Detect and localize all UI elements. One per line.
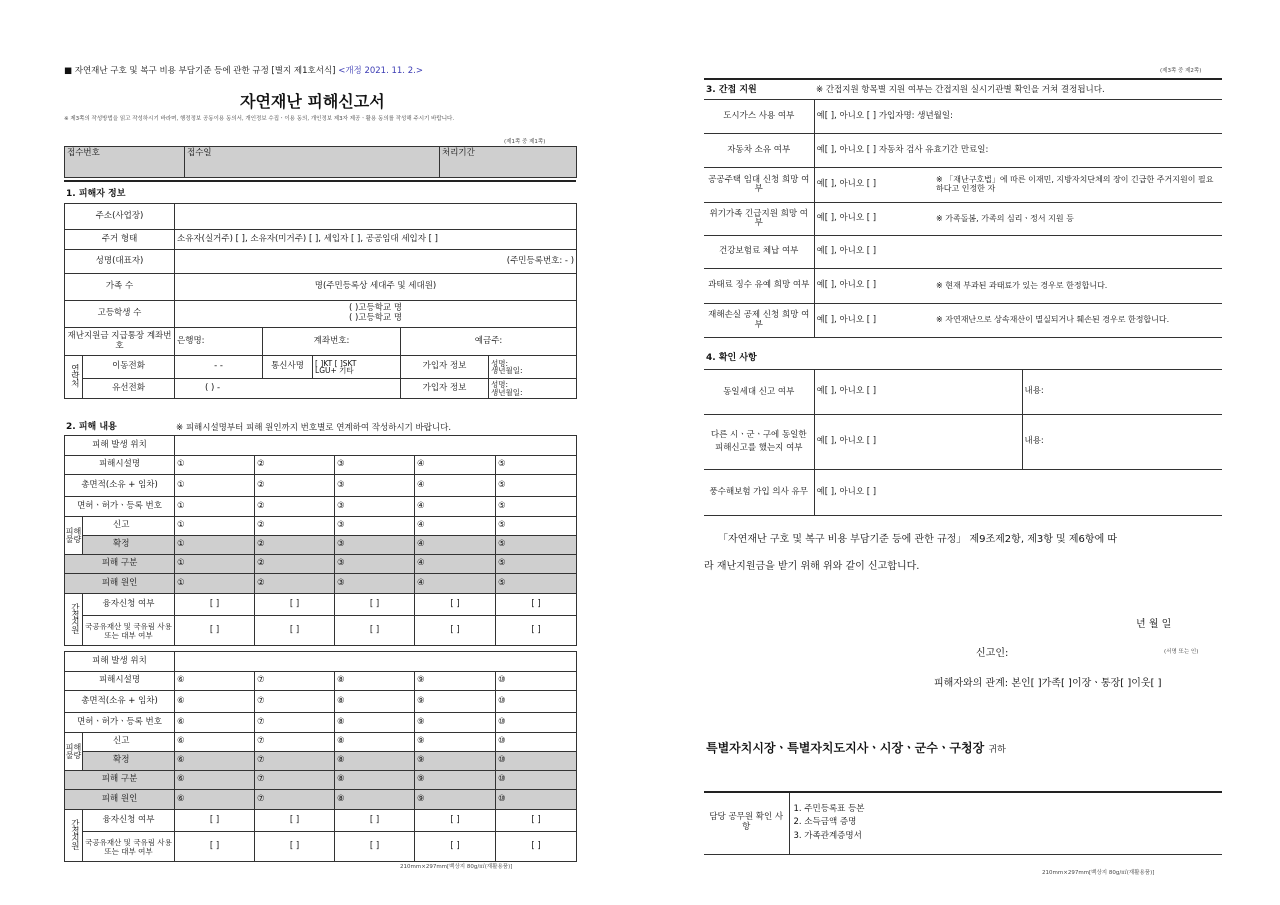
landline-subscriber-field[interactable] bbox=[489, 379, 577, 399]
section2-note: ※ 피해시설명부터 피해 원인까지 번호별로 연계하여 작성하시기 바랍니다. bbox=[176, 423, 452, 433]
hs-label: 고등학생 수 bbox=[65, 301, 175, 328]
entry-cell[interactable]: ② bbox=[255, 456, 335, 475]
cause-label: 피해 원인 bbox=[65, 574, 175, 594]
instructions-note: ※ 제3쪽의 작성방법을 읽고 작성하시기 바라며, 행정정보 공동이용 동의서, 개인정보 수집ㆍ이용 동의, 개인정보 제3자 제공ㆍ활용 동의를 작성해 주시기 바랍니다. bbox=[64, 116, 455, 122]
address-label: 주소(사업장) bbox=[65, 204, 175, 230]
confirm-row-value[interactable]: 예[ ], 아니오 [ ] bbox=[814, 370, 1022, 415]
entry-cell[interactable]: ① bbox=[175, 456, 255, 475]
checkbox-cell[interactable]: [ ] bbox=[496, 832, 577, 862]
entry-cell[interactable]: ③ bbox=[335, 536, 415, 555]
damage-table-a bbox=[64, 435, 577, 646]
entry-cell[interactable]: ⑦ bbox=[255, 752, 335, 771]
damage-table-b bbox=[64, 651, 577, 862]
declaration-line-1: 「자연재난 구호 및 복구 비용 부담기준 등에 관한 규정」 제9조제2항, 제3항 및 제6항에 따 bbox=[718, 534, 1118, 545]
page2-paper-spec: 210mm×297mm[백상지 80g/㎡(재활용품)] bbox=[1042, 870, 1155, 876]
official-check-table bbox=[704, 791, 1222, 855]
entry-cell[interactable]: ① bbox=[175, 555, 255, 574]
entry-cell[interactable]: ⑥ bbox=[175, 691, 255, 713]
entry-cell[interactable]: ② bbox=[255, 574, 335, 594]
date-line[interactable]: 년 월 일 bbox=[1136, 619, 1172, 630]
indirect-row-note: ※ 자연재난으로 상속재산이 멸실되거나 훼손된 경우로 한정합니다. bbox=[934, 304, 1222, 338]
confirm-row-value[interactable]: 예[ ], 아니오 [ ] bbox=[814, 470, 1222, 516]
indirect-row-note: ※ 「재난구호법」에 따른 이재민, 지방자치단체의 장이 긴급한 주거지원이 필요하다고 인정한 자 bbox=[934, 168, 1222, 203]
carrier-lgu[interactable]: LGU+ bbox=[315, 366, 337, 375]
indirect-support-label bbox=[65, 594, 83, 646]
entry-cell[interactable]: ⑨ bbox=[415, 713, 496, 733]
entry-cell[interactable]: ③ bbox=[335, 555, 415, 574]
entry-cell[interactable]: ① bbox=[175, 517, 255, 536]
entry-cell[interactable]: ⑤ bbox=[496, 497, 577, 517]
recipient-suffix: 귀하 bbox=[988, 745, 1006, 755]
mobile-field[interactable]: - - bbox=[175, 356, 263, 379]
state-property-label: 국공유재산 및 국유림 사용 또는 대부 여부 bbox=[83, 616, 175, 646]
checkbox-cell[interactable]: [ ] bbox=[175, 594, 255, 616]
confirm-row-detail[interactable]: 내용: bbox=[1022, 370, 1222, 415]
indirect-row-note: ※ 가족돌봄, 가족의 심리ㆍ정서 지원 등 bbox=[934, 203, 1222, 236]
landline-field[interactable]: ( ) - bbox=[175, 379, 401, 399]
recipient-line bbox=[706, 739, 1006, 756]
signature-note[interactable]: (서명 또는 인) bbox=[1164, 649, 1199, 655]
entry-cell[interactable]: ② bbox=[255, 517, 335, 536]
entry-cell[interactable]: ⑧ bbox=[335, 790, 415, 810]
entry-cell[interactable]: ⑩ bbox=[496, 771, 577, 790]
carrier-etc[interactable]: 기타 bbox=[339, 366, 354, 375]
entry-cell[interactable]: ⑥ bbox=[175, 713, 255, 733]
indirect-row-value[interactable]: 예[ ], 아니오 [ ] bbox=[814, 304, 934, 338]
checkbox-cell[interactable]: [ ] bbox=[415, 594, 496, 616]
victim-info-table bbox=[64, 203, 577, 399]
checkbox-cell[interactable]: [ ] bbox=[415, 832, 496, 862]
entry-cell[interactable]: ⑨ bbox=[415, 733, 496, 752]
section2-heading: 2. 피해 내용 bbox=[66, 422, 117, 432]
section3-heading: 3. 간접 지원 bbox=[706, 85, 757, 95]
facility-label: 피해시설명 bbox=[65, 456, 175, 475]
entry-cell[interactable]: ④ bbox=[415, 517, 496, 536]
confirm-row-label: 풍수해보험 가입 의사 유무 bbox=[704, 470, 814, 516]
confirm-row-label: 동일세대 신고 여부 bbox=[704, 370, 814, 415]
hs-field[interactable] bbox=[175, 301, 577, 328]
facility-label: 피해시설명 bbox=[65, 672, 175, 691]
entry-cell[interactable]: ② bbox=[255, 555, 335, 574]
quantity-confirm-label: 확정 bbox=[83, 536, 175, 555]
entry-cell[interactable]: ⑦ bbox=[255, 790, 335, 810]
section3-note: ※ 간접지원 항목별 지원 여부는 간접지원 실시기관별 확인을 거쳐 결정됩니다. bbox=[816, 85, 1105, 95]
entry-cell[interactable]: ⑥ bbox=[175, 752, 255, 771]
permit-label: 면허ㆍ허가ㆍ등록 번호 bbox=[65, 713, 175, 733]
entry-cell[interactable]: ⑧ bbox=[335, 752, 415, 771]
checkbox-cell[interactable]: [ ] bbox=[255, 616, 335, 646]
bank-account[interactable]: 계좌번호: bbox=[263, 328, 401, 356]
housing-options[interactable]: 소유자(실거주) [ ], 소유자(미거주) [ ], 세입자 [ ], 공공임대 세입자 [ ] bbox=[175, 230, 577, 250]
indirect-row-value[interactable]: 예[ ], 아니오 [ ] bbox=[814, 203, 934, 236]
amendment-note: <개정 2021. 11. 2.> bbox=[338, 66, 423, 76]
section4-heading: 4. 확인 사항 bbox=[706, 353, 757, 363]
entry-cell[interactable]: ⑩ bbox=[496, 691, 577, 713]
entry-cell[interactable]: ③ bbox=[335, 574, 415, 594]
entry-cell[interactable]: ④ bbox=[415, 497, 496, 517]
bank-name[interactable]: 은행명: bbox=[175, 328, 263, 356]
entry-cell[interactable]: ⑧ bbox=[335, 771, 415, 790]
entry-cell[interactable]: ⑥ bbox=[175, 672, 255, 691]
confirm-row-value[interactable]: 예[ ], 아니오 [ ] bbox=[814, 415, 1022, 470]
declarant-label: 신고인: bbox=[976, 648, 1009, 659]
entry-cell[interactable]: ⑦ bbox=[255, 771, 335, 790]
entry-cell[interactable]: ⑦ bbox=[255, 713, 335, 733]
checkbox-cell[interactable]: [ ] bbox=[496, 594, 577, 616]
indirect-row-label: 과태료 징수 유예 희망 여부 bbox=[704, 269, 814, 304]
quantity-group: 피해물량 bbox=[65, 517, 83, 555]
indirect-support-text: 간접지원 bbox=[69, 602, 80, 633]
entry-cell[interactable]: ④ bbox=[415, 555, 496, 574]
entry-cell[interactable]: ⑨ bbox=[415, 771, 496, 790]
entry-cell[interactable]: ③ bbox=[335, 517, 415, 536]
checkbox-cell[interactable]: [ ] bbox=[415, 616, 496, 646]
entry-cell[interactable]: ② bbox=[255, 536, 335, 555]
entry-cell[interactable]: ② bbox=[255, 475, 335, 497]
carrier-options[interactable] bbox=[313, 356, 401, 379]
entry-cell[interactable]: ⑩ bbox=[496, 790, 577, 810]
entry-cell[interactable]: ⑧ bbox=[335, 733, 415, 752]
page2-top-rule bbox=[704, 78, 1222, 80]
official-item: 3. 가족관계증명서 bbox=[793, 831, 862, 842]
location-label: 피해 발생 위치 bbox=[65, 652, 175, 672]
entry-cell[interactable]: ⑩ bbox=[496, 752, 577, 771]
entry-cell[interactable]: ⑩ bbox=[496, 713, 577, 733]
indirect-row-value[interactable]: 예[ ], 아니오 [ ] bbox=[814, 168, 934, 203]
hs-line-2: ( )고등학교 명 bbox=[348, 313, 403, 323]
subscriber-name: 성명: bbox=[491, 358, 509, 368]
checkbox-cell[interactable]: [ ] bbox=[415, 810, 496, 832]
landline-label: 유선전화 bbox=[83, 379, 175, 399]
entry-cell[interactable]: ⑨ bbox=[415, 752, 496, 771]
area-label: 총면적(소유 + 임차) bbox=[65, 475, 175, 497]
entry-cell[interactable]: ⑧ bbox=[335, 672, 415, 691]
entry-cell[interactable]: ⑧ bbox=[335, 713, 415, 733]
indirect-row-value[interactable]: 예[ ], 아니오 [ ] bbox=[814, 269, 934, 304]
entry-cell[interactable]: ⑤ bbox=[496, 536, 577, 555]
entry-cell[interactable]: ③ bbox=[335, 456, 415, 475]
indirect-row-value[interactable]: 예[ ], 아니오 [ ] 자동차 검사 유효기간 만료일: bbox=[814, 134, 1222, 168]
entry-cell[interactable]: ① bbox=[175, 497, 255, 517]
quantity-report-label: 신고 bbox=[83, 517, 175, 536]
entry-cell[interactable]: ⑤ bbox=[496, 517, 577, 536]
entry-cell[interactable]: ⑨ bbox=[415, 691, 496, 713]
carrier-kt[interactable]: [ ]KT bbox=[315, 358, 333, 368]
entry-cell[interactable]: ⑩ bbox=[496, 733, 577, 752]
entry-cell[interactable]: ① bbox=[175, 574, 255, 594]
indirect-row-label: 재해손실 공제 신청 희망 여부 bbox=[704, 304, 814, 338]
confirm-row-detail[interactable]: 내용: bbox=[1022, 415, 1222, 470]
checkbox-cell[interactable]: [ ] bbox=[335, 832, 415, 862]
contact-label bbox=[65, 356, 83, 399]
housing-label: 주거 형태 bbox=[65, 230, 175, 250]
recipient-title: 특별자치시장ㆍ특별자치도지사ㆍ시장ㆍ군수ㆍ구청장 bbox=[706, 741, 985, 755]
indirect-row-label: 위기가족 긴급지원 희망 여부 bbox=[704, 203, 814, 236]
type-label: 피해 구분 bbox=[65, 771, 175, 790]
confirm-row-label: 다른 시ㆍ군ㆍ구에 동일한 피해신고를 했는지 여부 bbox=[704, 415, 814, 470]
entry-cell[interactable]: ① bbox=[175, 536, 255, 555]
indirect-row-label: 자동차 소유 여부 bbox=[704, 134, 814, 168]
entry-cell[interactable]: ⑥ bbox=[175, 733, 255, 752]
carrier-skt[interactable]: [ ]SKT bbox=[334, 358, 357, 368]
section-divider bbox=[64, 180, 576, 182]
receipt-number[interactable]: 접수번호 bbox=[65, 147, 185, 178]
entry-cell[interactable]: ⑦ bbox=[255, 733, 335, 752]
entry-cell[interactable]: ⑤ bbox=[496, 456, 577, 475]
indirect-row-note: ※ 현재 부과된 과태료가 있는 경우로 한정합니다. bbox=[934, 269, 1222, 304]
relation-line[interactable]: 피해자와의 관계: 본인[ ]가족[ ]이장ㆍ통장[ ]이웃[ ] bbox=[934, 678, 1162, 689]
checkbox-cell[interactable]: [ ] bbox=[335, 810, 415, 832]
entry-cell[interactable]: ⑦ bbox=[255, 691, 335, 713]
checkbox-cell[interactable]: [ ] bbox=[175, 616, 255, 646]
bank-holder[interactable]: 예금주: bbox=[401, 328, 577, 356]
entry-cell[interactable]: ④ bbox=[415, 475, 496, 497]
form-title: 자연재난 피해신고서 bbox=[240, 92, 385, 111]
contact-label-text: 연락처 bbox=[69, 363, 80, 387]
checkbox-cell[interactable]: [ ] bbox=[335, 616, 415, 646]
official-items bbox=[789, 792, 1222, 854]
permit-label: 면허ㆍ허가ㆍ등록 번호 bbox=[65, 497, 175, 517]
address-field[interactable] bbox=[175, 204, 577, 230]
loan-label: 융자신청 여부 bbox=[83, 810, 175, 832]
indirect-support-text: 간접지원 bbox=[69, 818, 80, 849]
entry-cell[interactable]: ④ bbox=[415, 574, 496, 594]
area-label: 총면적(소유 + 임차) bbox=[65, 691, 175, 713]
quantity-confirm-label: 확정 bbox=[83, 752, 175, 771]
cause-label: 피해 원인 bbox=[65, 790, 175, 810]
checkbox-cell[interactable]: [ ] bbox=[335, 594, 415, 616]
state-property-label: 국공유재산 및 국유림 사용 또는 대부 여부 bbox=[83, 832, 175, 862]
official-item: 2. 소득금액 증명 bbox=[793, 817, 857, 828]
quantity-group: 피해물량 bbox=[65, 733, 83, 771]
entry-cell[interactable]: ⑦ bbox=[255, 672, 335, 691]
subscriber-field[interactable] bbox=[489, 356, 577, 379]
bank-label: 재난지원금 지급통장 계좌번호 bbox=[65, 328, 175, 356]
mobile-label: 이동전화 bbox=[83, 356, 175, 379]
checkbox-cell[interactable]: [ ] bbox=[255, 810, 335, 832]
family-field[interactable]: 명(주민등록상 세대주 및 세대원) bbox=[175, 274, 577, 301]
checkbox-cell[interactable]: [ ] bbox=[175, 832, 255, 862]
official-label: 담당 공무원 확인 사항 bbox=[704, 792, 789, 854]
indirect-row-label: 도시가스 사용 여부 bbox=[704, 100, 814, 134]
declaration-line-2: 라 재난지원금을 받기 위해 위와 같이 신고합니다. bbox=[704, 561, 920, 572]
page-indicator: (제1쪽 중 제1쪽) bbox=[504, 139, 546, 145]
entry-cell[interactable]: ⑧ bbox=[335, 691, 415, 713]
entry-cell[interactable]: ① bbox=[175, 475, 255, 497]
entry-cell[interactable]: ⑨ bbox=[415, 790, 496, 810]
page2-indicator: (제3쪽 중 제2쪽) bbox=[1160, 68, 1202, 74]
indirect-support-label bbox=[65, 810, 83, 862]
landline-subscriber-birth: 생년월일: bbox=[491, 387, 523, 397]
checkbox-cell[interactable]: [ ] bbox=[496, 810, 577, 832]
location-field[interactable] bbox=[175, 652, 577, 672]
entry-cell[interactable]: ④ bbox=[415, 536, 496, 555]
receipt-date[interactable]: 접수일 bbox=[185, 147, 440, 178]
name-field[interactable]: (주민등록번호: - ) bbox=[175, 250, 577, 274]
section1-heading: 1. 피해자 정보 bbox=[66, 189, 126, 199]
carrier-label: 통신사명 bbox=[263, 356, 313, 379]
name-label: 성명(대표자) bbox=[65, 250, 175, 274]
indirect-row-value[interactable]: 예[ ], 아니오 [ ] 가입자명: 생년월일: bbox=[814, 100, 1222, 134]
checkbox-cell[interactable]: [ ] bbox=[496, 616, 577, 646]
processing-period: 처리기간 bbox=[440, 147, 577, 178]
checkbox-cell[interactable]: [ ] bbox=[255, 594, 335, 616]
entry-cell[interactable]: ⑤ bbox=[496, 475, 577, 497]
entry-cell[interactable]: ⑤ bbox=[496, 574, 577, 594]
subscriber-label: 가입자 정보 bbox=[401, 356, 489, 379]
indirect-row-label: 건강보험료 체납 여부 bbox=[704, 236, 814, 269]
entry-cell[interactable]: ④ bbox=[415, 456, 496, 475]
official-item: 1. 주민등록표 등본 bbox=[793, 803, 865, 814]
family-label: 가족 수 bbox=[65, 274, 175, 301]
indirect-row-label: 공공주택 임대 신청 희망 여부 bbox=[704, 168, 814, 203]
loan-label: 융자신청 여부 bbox=[83, 594, 175, 616]
indirect-row-value[interactable]: 예[ ], 아니오 [ ] bbox=[814, 236, 1222, 269]
regulation-line bbox=[64, 64, 423, 76]
entry-cell[interactable]: ⑨ bbox=[415, 672, 496, 691]
landline-subscriber-label: 가입자 정보 bbox=[401, 379, 489, 399]
indirect-support-table bbox=[704, 99, 1222, 338]
entry-cell[interactable]: ⑥ bbox=[175, 790, 255, 810]
quantity-report-label: 신고 bbox=[83, 733, 175, 752]
location-field[interactable] bbox=[175, 436, 577, 456]
location-label: 피해 발생 위치 bbox=[65, 436, 175, 456]
paper-spec: 210mm×297mm[백상지 80g/㎡(재활용품)] bbox=[400, 864, 513, 870]
confirmation-table bbox=[704, 369, 1222, 516]
entry-cell[interactable]: ③ bbox=[335, 497, 415, 517]
landline-subscriber-name: 성명: bbox=[491, 380, 509, 389]
checkbox-cell[interactable]: [ ] bbox=[255, 832, 335, 862]
entry-cell[interactable]: ② bbox=[255, 497, 335, 517]
checkbox-cell[interactable]: [ ] bbox=[175, 810, 255, 832]
entry-cell[interactable]: ⑤ bbox=[496, 555, 577, 574]
form-page-2 bbox=[640, 0, 1280, 905]
subscriber-birth: 생년월일: bbox=[491, 366, 523, 375]
type-label: 피해 구분 bbox=[65, 555, 175, 574]
receipt-table bbox=[64, 146, 577, 178]
entry-cell[interactable]: ⑥ bbox=[175, 771, 255, 790]
entry-cell[interactable]: ⑩ bbox=[496, 672, 577, 691]
regulation-text: ■ 자연재난 구호 및 복구 비용 부담기준 등에 관한 규정 [별지 제1호서식] bbox=[64, 66, 336, 76]
entry-cell[interactable]: ③ bbox=[335, 475, 415, 497]
hs-line-1: ( )고등학교 명 bbox=[348, 303, 403, 314]
